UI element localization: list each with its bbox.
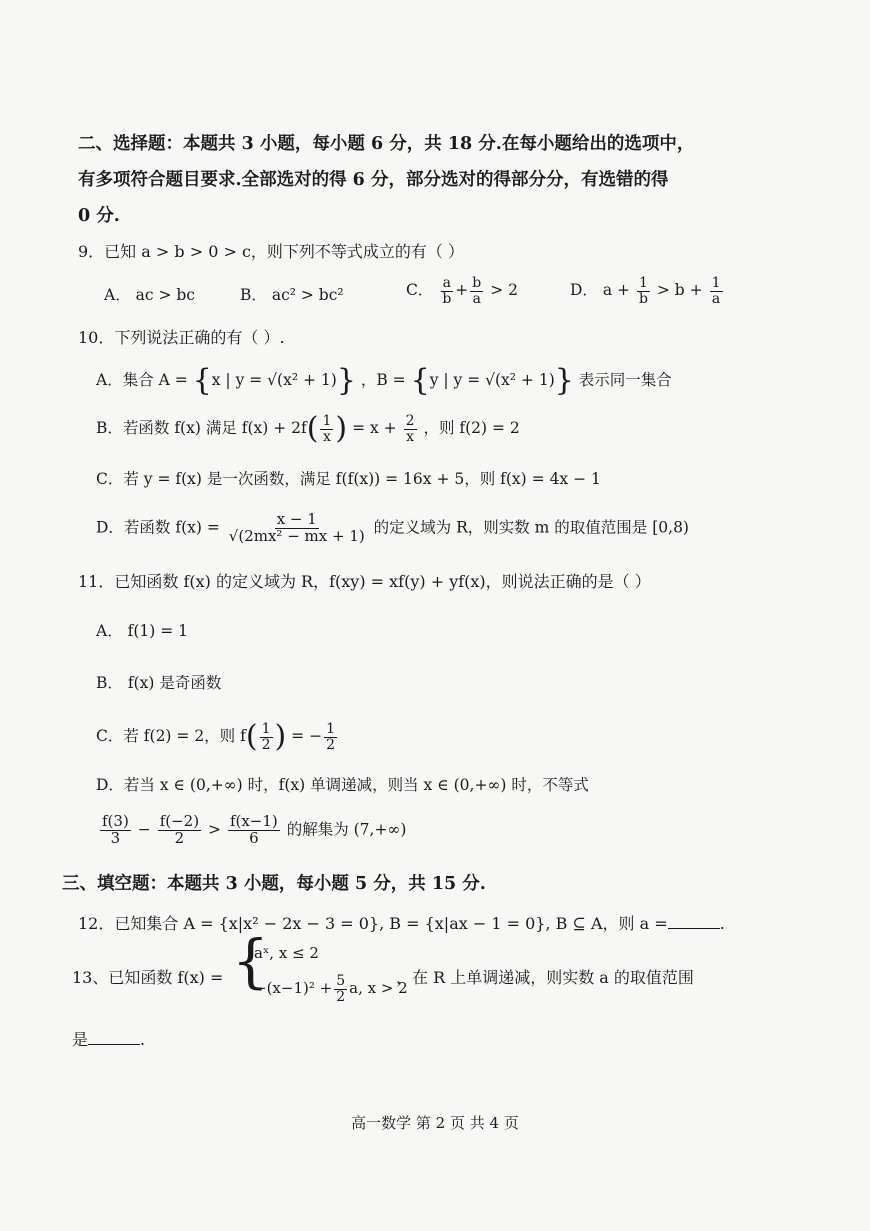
q11-option-d-line2: $\frac{f(3)}{3}$ − $\frac{f(-2)}{2}$ > $\frac{f(x-1)}{6}$ 的解集为 (7,+∞) bbox=[102, 812, 407, 847]
q11-option-d-line1: D．若当 x ∈ (0,+∞) 时，f(x) 单调递减，则当 x ∈ (0,+∞) 时，不等式 bbox=[96, 776, 589, 794]
q9-option-a: A． ac > bc bbox=[104, 286, 195, 304]
q10-option-c: C．若 y = f(x) 是一次函数，满足 f(f(x)) = 16x + 5，则 f(x) = 4x − 1 bbox=[96, 470, 601, 488]
piecewise-brace: { bbox=[232, 927, 269, 995]
q11-option-a: A． f(1) = 1 bbox=[96, 622, 189, 640]
q9-option-b-expr: ac² > bc² bbox=[271, 286, 344, 304]
fraction-1-over-2: $\frac{1}{2}$ bbox=[261, 721, 271, 753]
q13-answer-blank[interactable] bbox=[88, 1030, 140, 1045]
fraction-1-over-x: $\frac{1}{x}$ bbox=[322, 413, 332, 445]
fraction-1-over-a: $\frac{1}{a}$ bbox=[711, 275, 721, 307]
fraction-a-over-b: $\frac{a}{b}$ bbox=[442, 275, 452, 307]
piece-2: −(x−1)² + $\frac{5}{2}$ a, x > 2 bbox=[254, 973, 408, 1005]
section2-header-line2: 有多项符合题目要求.全部选对的得 6 分，部分选对的得部分分，有选错的得 bbox=[78, 170, 669, 190]
fraction-domain: $\frac{x - 1}{\text{√(2mx² − mx + 1)}}$ bbox=[228, 510, 365, 545]
fraction-f3-over-3: $\frac{f(3)}{3}$ bbox=[102, 812, 129, 847]
q9-option-c-tail: > 2 bbox=[490, 281, 518, 300]
q11-option-c: C．若 f(2) = 2，则 f( $\frac{1}{2}$ ) = − $\frac{1}{2}$ bbox=[96, 719, 335, 755]
q9-option-c: C． $\frac{a}{b}$ + $\frac{b}{a}$ > 2 bbox=[406, 275, 518, 307]
fraction-2-over-x: $\frac{2}{x}$ bbox=[405, 413, 415, 445]
q9-option-b bbox=[240, 286, 344, 305]
fraction-1-over-b: $\frac{1}{b}$ bbox=[638, 275, 648, 307]
q9-stem: 9．已知 a > b > 0 > c，则下列不等式成立的有（ ） bbox=[78, 242, 465, 261]
q12-answer-blank[interactable] bbox=[668, 914, 720, 929]
q9-option-d-mid: > b + bbox=[656, 281, 703, 300]
fraction-b-over-a: $\frac{b}{a}$ bbox=[472, 275, 482, 307]
q13-post: ，在 R 上单调递减，则实数 a 的取值范围 bbox=[396, 968, 694, 987]
fraction-fneg2-over-2: $\frac{f(-2)}{2}$ bbox=[159, 812, 200, 847]
page-footer: 高一数学 第 2 页 共 4 页 bbox=[351, 1114, 519, 1132]
q10-option-b: B．若函数 f(x) 满足 f(x) + 2f( $\frac{1}{x}$ ) = x + $\frac{2}{x}$ ，则 f(2) = 2 bbox=[96, 411, 520, 447]
fraction-neg-1-over-2: $\frac{1}{2}$ bbox=[326, 721, 335, 753]
fraction-fx1-over-6: $\frac{f(x-1)}{6}$ bbox=[229, 812, 278, 847]
q9-option-c-label: C． bbox=[406, 281, 434, 300]
q11-stem: 11．已知函数 f(x) 的定义域为 R，f(xy) = xf(y) + yf(x)，则说法正确的是（ ） bbox=[78, 572, 651, 591]
set-x: x | y = √(x² + 1) bbox=[211, 371, 337, 389]
q9-option-d-label: D． bbox=[570, 281, 598, 300]
q10-option-d: D．若函数 f(x) = $\frac{x - 1}{\text{√(2mx² − mx + 1)}}$ 的定义域为 R，则实数 m 的取值范围是 [0,8) bbox=[96, 510, 689, 545]
piece-1: aˣ, x ≤ 2 bbox=[254, 944, 319, 962]
q13-line2: 是 . bbox=[72, 1030, 146, 1049]
q13-line1: 13、已知函数 f(x) = bbox=[72, 968, 224, 987]
q11-option-b: B． f(x) 是奇函数 bbox=[96, 674, 222, 692]
section2-header-line3: 0 分. bbox=[78, 206, 120, 226]
q9-option-d: D． a + $\frac{1}{b}$ > b + $\frac{1}{a}$ bbox=[570, 275, 721, 307]
q12: 12．已知集合 A = {x|x² − 2x − 3 = 0}, B = {x|ax − 1 = 0}, B ⊆ A，则 a = . bbox=[78, 914, 725, 933]
set-y: y | y = √(x² + 1) bbox=[429, 371, 555, 389]
q10-option-a: A．集合 A = {x | y = √(x² + 1)} ，B = {y | y = √(x² + 1)} 表示同一集合 bbox=[96, 363, 672, 398]
fraction-5-over-2: $\frac{5}{2}$ bbox=[336, 973, 346, 1005]
q13-piecewise bbox=[232, 927, 412, 1020]
q10-stem: 10．下列说法正确的有（ ）. bbox=[78, 328, 285, 347]
section2-header-line1: 二、选择题：本题共 3 小题，每小题 6 分，共 18 分.在每小题给出的选项中， bbox=[78, 134, 695, 154]
q9-option-b-label: B． bbox=[240, 286, 267, 304]
section3-header: 三、填空题：本题共 3 小题，每小题 5 分，共 15 分. bbox=[62, 874, 486, 894]
